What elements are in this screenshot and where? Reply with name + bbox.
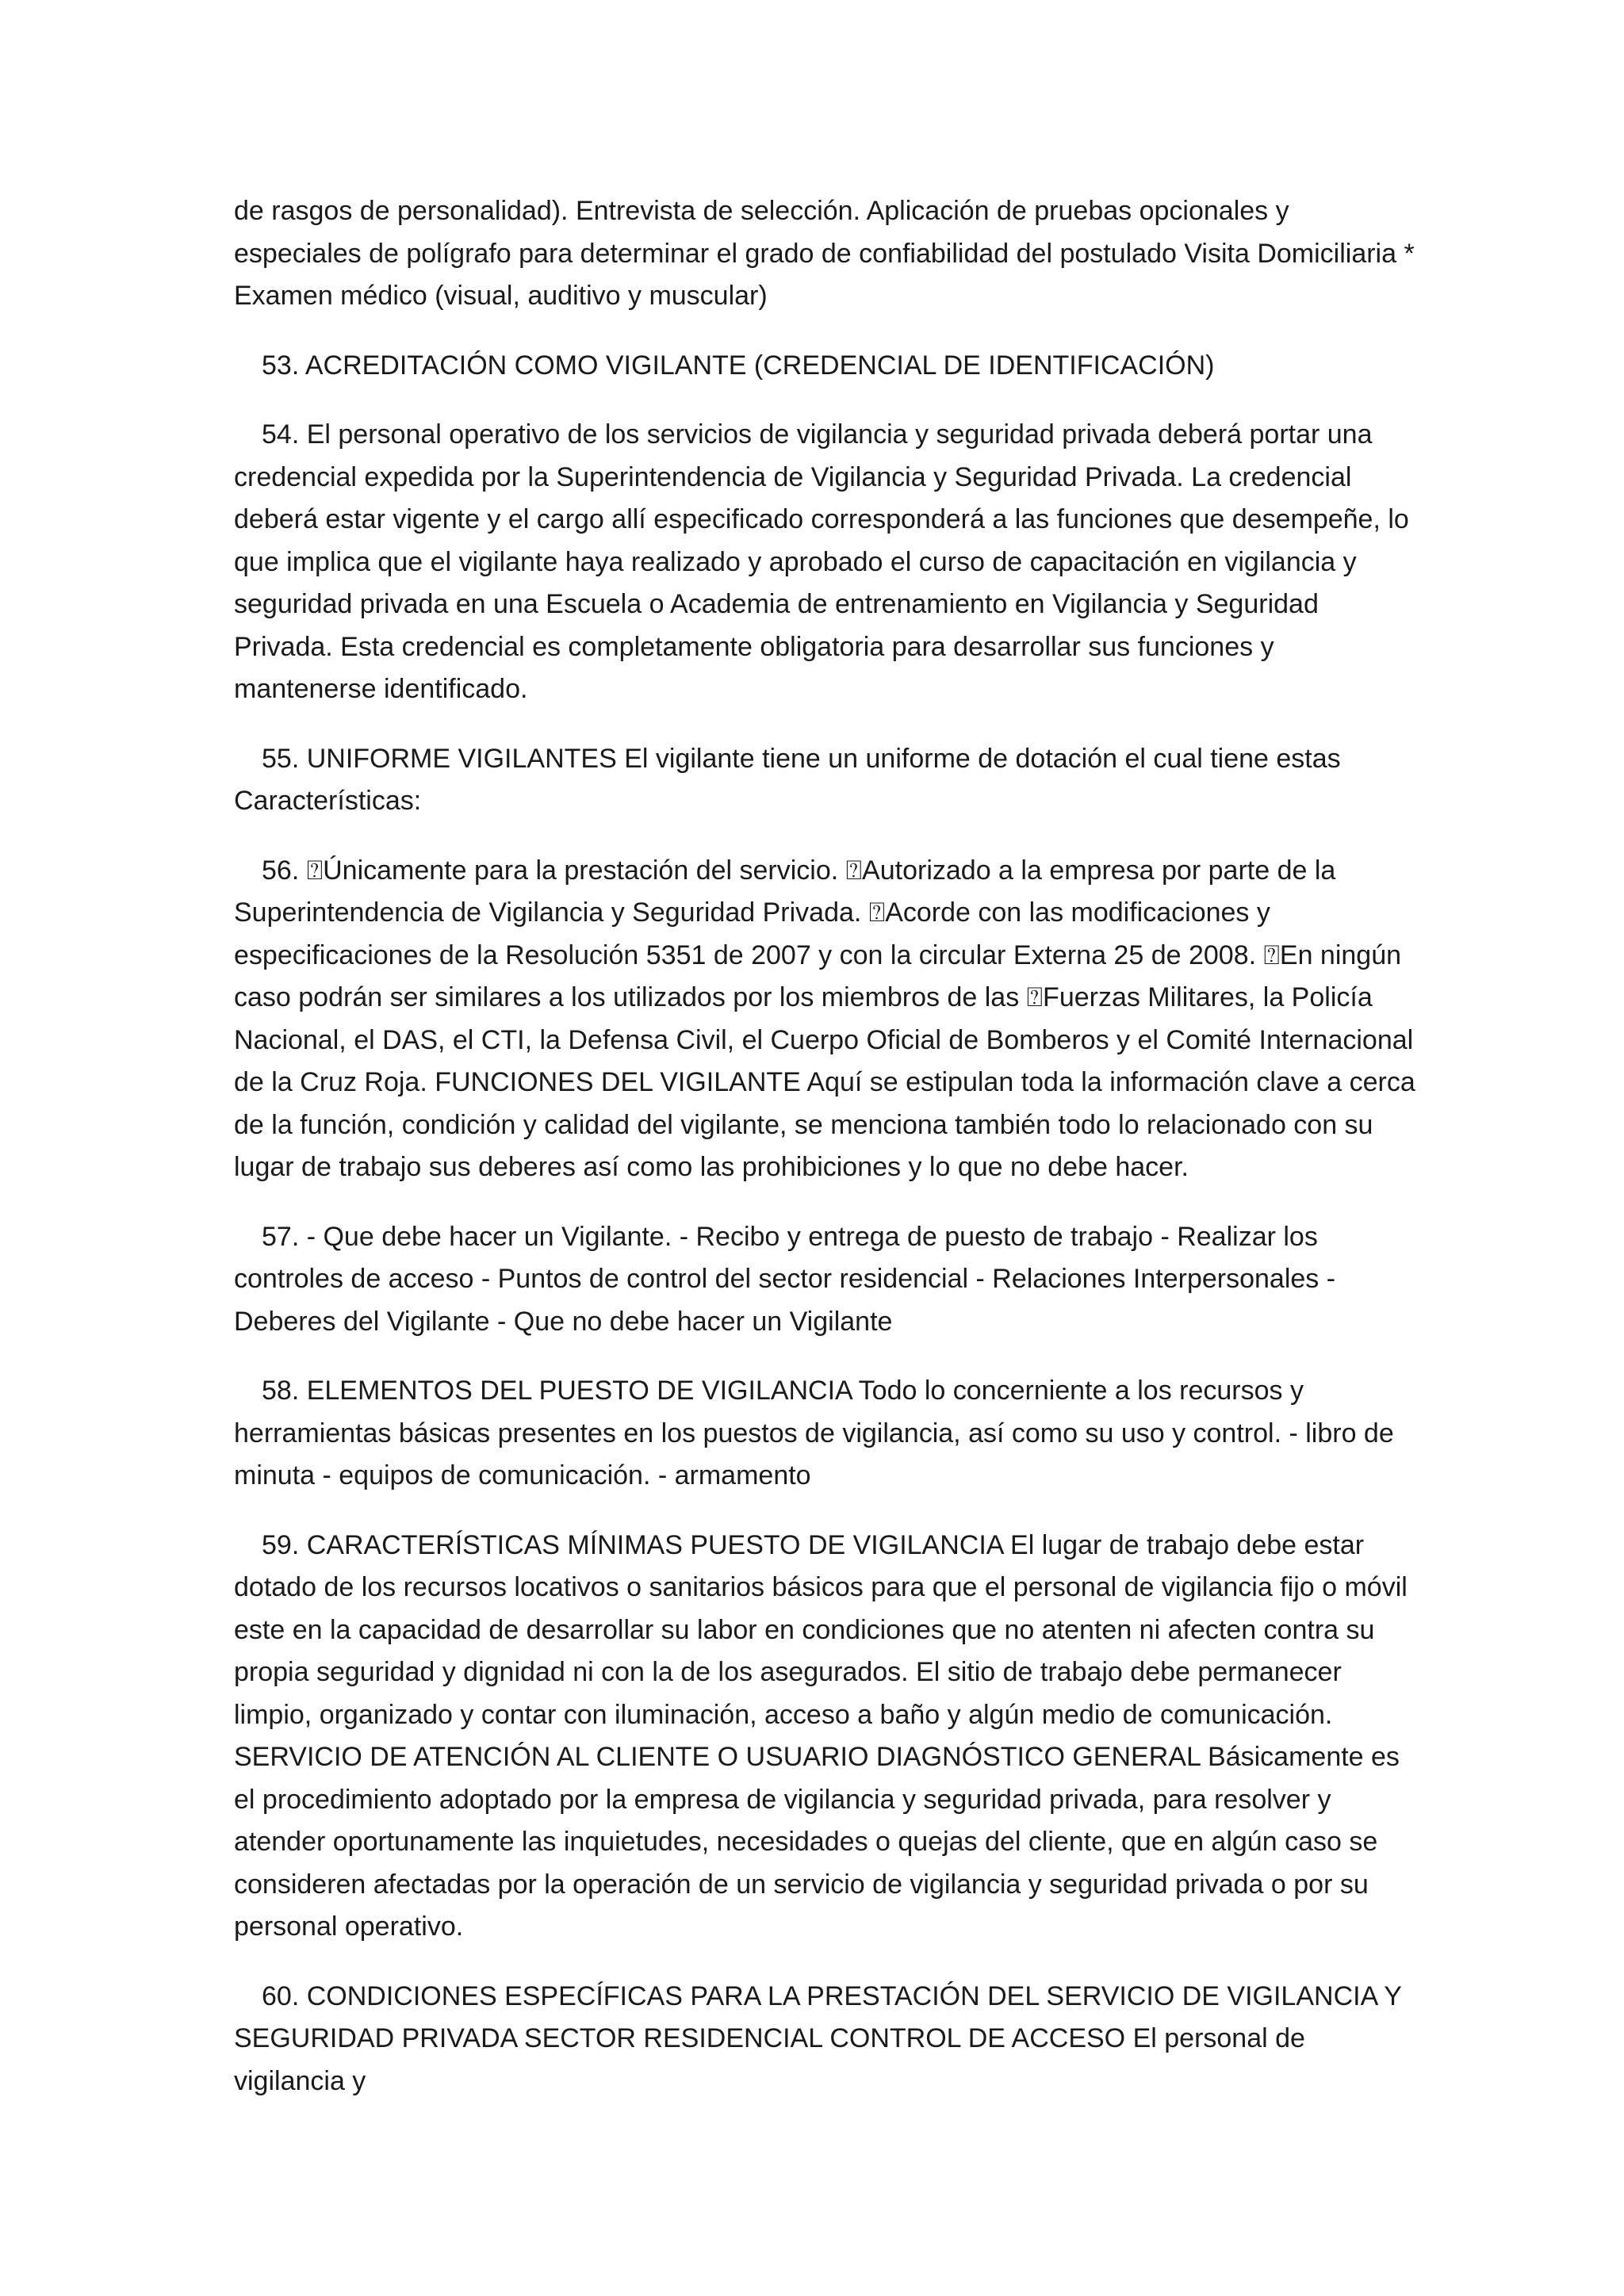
paragraph-56: 56. ⍰Únicamente para la prestación del servicio. ⍰Autorizado a la empresa por parte de la Superintendencia de Vigilancia y Seguridad Privada. ⍰Acorde con las modificaciones y especificaciones de la Resolución 5351 de 2007 y con la circular Externa 25 de 2008. ⍰En ningún caso podrán ser similares a los utilizados por los miembros de las ⍰Fuerzas Militares, la Policía Nacional, el DAS, el CTI, la Defensa Civil, el Cuerpo Oficial de Bomberos y el Comité Internacional de la Cruz Roja. FUNCIONES DEL VIGILANTE Aquí se estipulan toda la información clave a cerca de la función, condición y calidad del vigilante, se menciona también todo lo relacionado con su lugar de trabajo sus deberes así como las prohibiciones y lo que no debe hacer. — [234, 855, 1415, 1182]
paragraph-intro: de rasgos de personalidad). Entrevista de selección. Aplicación de pruebas opcionales y especiales de polígrafo para determinar el grado de confiabilidad del postulado Visita Domiciliaria * Examen médico (visual, auditivo y muscular) — [234, 196, 1415, 311]
paragraph-59: 59. CARACTERÍSTICAS MÍNIMAS PUESTO DE VIGILANCIA El lugar de trabajo debe estar dotado de los recursos locativos o sanitarios básicos para que el personal de vigilancia fijo o móvil este en la capacidad de desarrollar su labor en condiciones que no atenten ni afecten contra su propia seguridad y dignidad ni con la de los asegurados. El sitio de trabajo debe permanecer limpio, organizado y contar con iluminación, acceso a baño y algún medio de comunicación. SERVICIO DE ATENCIÓN AL CLIENTE O USUARIO DIAGNÓSTICO GENERAL Básicamente es el procedimiento adoptado por la empresa de vigilancia y seguridad privada, para resolver y atender oportunamente las inquietudes, necesidades o quejas del cliente, que en algún caso se consideren afectadas por la operación de un servicio de vigilancia y seguridad privada o por su personal operativo. — [234, 1529, 1408, 1942]
paragraph-57: 57. - Que debe hacer un Vigilante. - Recibo y entrega de puesto de trabajo - Realizar los controles de acceso - Puntos de control del sector residencial - Relaciones Interpersonales - Deberes del Vigilante - Que no debe hacer un Vigilante — [234, 1221, 1336, 1337]
paragraph-55: 55. UNIFORME VIGILANTES El vigilante tiene un uniforme de dotación el cual tiene estas Características: — [234, 743, 1341, 816]
paragraph-58: 58. ELEMENTOS DEL PUESTO DE VIGILANCIA Todo lo concerniente a los recursos y herramientas básicas presentes en los puestos de vigilancia, así como su uso y control. - libro de minuta - equipos de comunicación. - armamento — [234, 1376, 1394, 1490]
document-body — [234, 190, 1415, 2130]
paragraph-54: 54. El personal operativo de los servicios de vigilancia y seguridad privada deberá portar una credencial expedida por la Superintendencia de Vigilancia y Seguridad Privada. La credencial deberá estar vigente y el cargo allí especificado corresponderá a las funciones que desempeñe, lo que implica que el vigilante haya realizado y aprobado el curso de capacitación en vigilancia y seguridad privada en una Escuela o Academia de entrenamiento en Vigilancia y Seguridad Privada. Esta credencial es completamente obligatoria para desarrollar sus funciones y mantenerse identificado. — [234, 419, 1409, 704]
paragraph-53: 53. ACREDITACIÓN COMO VIGILANTE (CREDENCIAL DE IDENTIFICACIÓN) — [262, 350, 1215, 381]
paragraph-60: 60. CONDICIONES ESPECÍFICAS PARA LA PRESTACIÓN DEL SERVICIO DE VIGILANCIA Y SEGURIDAD PRIVADA SECTOR RESIDENCIAL CONTROL DE ACCESO El personal de vigilancia y — [234, 1980, 1402, 2096]
